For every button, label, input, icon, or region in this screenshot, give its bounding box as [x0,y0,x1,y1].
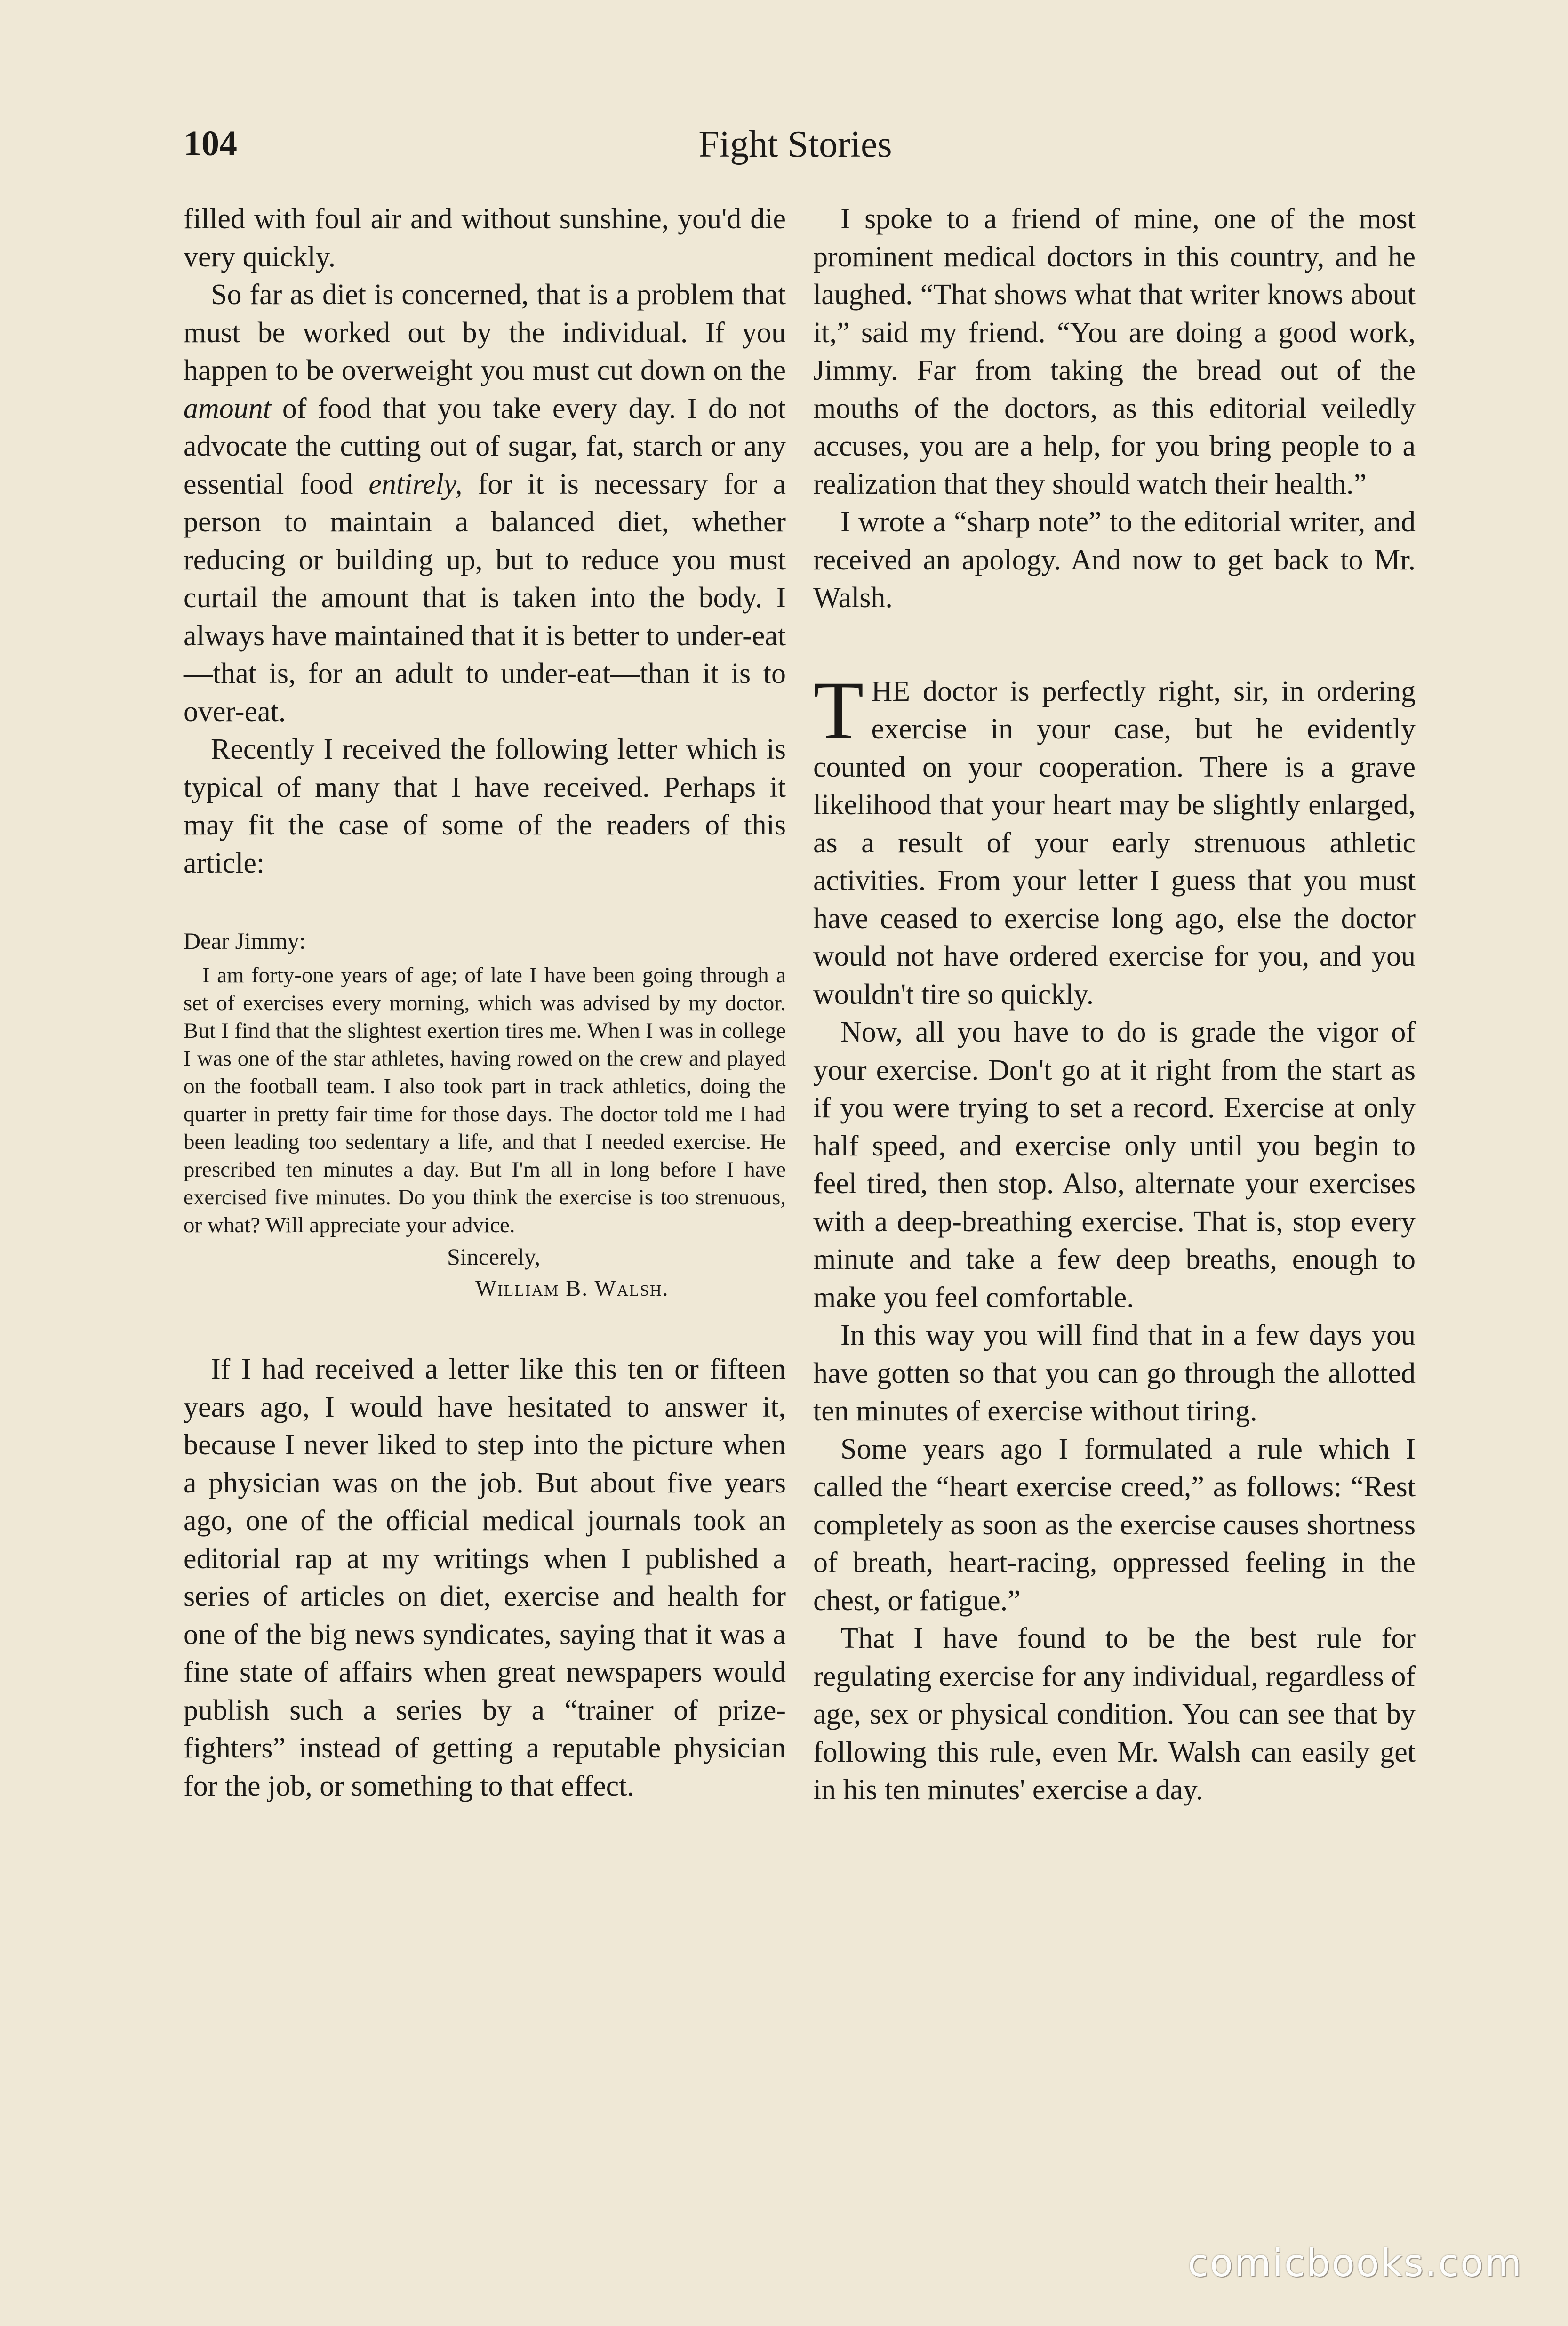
emphasis-entirely: entirely, [368,468,463,500]
paragraph: filled with foul air and without sunshine, you'd die very quickly. [184,203,786,273]
paragraph: Now, all you have to do is grade the vigor of your exercise. Don't go at it right from the start as if you were trying to set a record. Exercise at only half speed, and exercise only until you begin to feel tired, then stop. Also, alternate your exercises with a deep-breathing exercise. That is, stop every minute and take a few deep breaths, enough to make you feel comfortable. [813,1016,1416,1314]
text-run: for it is necessary for a person to maintain a balanced diet, whether reducing or building up, but to reduce you must curtail the amount that is taken into the body. I always have maintained that it is better to under-eat—that is, for an adult to under-eat—than it is to over-eat. [184,468,786,728]
text-run: HE doctor is perfectly right, sir, in ordering exercise in your case, but he evidently counted on your cooperation. There is a grave likelihood that your heart may be slightly enlarged, as a result of your early strenuous athletic activities. From your letter I guess that you must have ceased to exercise long ago, else the doctor would not have ordered exercise for you, and you wouldn't tire so quickly. [813,675,1416,1011]
drop-cap: T [813,664,864,756]
left-column [184,200,786,1805]
letter-signoff: Sincerely, [447,1243,541,1270]
emphasis-amount: amount [184,392,271,425]
reader-letter [184,927,786,1303]
text-run: So far as diet is concerned, that is a problem that must be worked out by the individual. If you happen to be overweight you must cut down on the [184,279,786,386]
paragraph-diet [184,276,786,730]
letter-greeting: Dear Jimmy: [184,928,306,954]
paragraph-dropcap [813,664,1416,1014]
page-header [174,123,1416,175]
letter-body: I am forty-one years of age; of late I have been going through a set of exercises every morning, which was advised by my doctor. But I find that the slightest exertion tires me. When I was in college I was one of the star athletes, having rowed on the crew and played on the football team. I also took part in track athletics, doing the quarter in pretty fair time for those days. The doctor told me I had been leading too sedentary a life, and that I needed exercise. He prescribed ten minutes a day. But I'm all in long before I have exercised five minutes. Do you think the exercise is too strenuous, or what? Will appreciate your advice. [184,963,786,1237]
paragraph: Some years ago I formulated a rule which I called the “heart exercise creed,” as follows: “Rest completely as soon as the exercise causes shortness of breath, heart-racing, oppressed feeling in the chest, or fatigue.” [813,1433,1416,1617]
watermark: comicbooks.com [1187,2241,1523,2285]
paragraph: That I have found to be the best rule for regulating exercise for any individual, regardless of age, sex or physical condition. You can see that by following this rule, even Mr. Walsh can easily get in his ten minutes' exercise a day. [813,1622,1416,1806]
paragraph: Recently I received the following letter which is typical of many that I have received. Perhaps it may fit the case of some of the readers of this article: [184,733,786,879]
running-title: Fight Stories [698,124,892,165]
letter-signature: William B. Walsh. [475,1276,669,1301]
text-run: of food that you take every day. I do not advocate the cutting out of sugar, fat, starch or any essential food [184,392,786,500]
paragraph: I wrote a “sharp note” to the editorial writer, and received an apology. And now to get back to Mr. Walsh. [813,506,1416,614]
page-number: 104 [184,124,237,163]
paragraph: In this way you will find that in a few days you have gotten so that you can go through the allotted ten minutes of exercise without tiring. [813,1319,1416,1427]
paragraph: I spoke to a friend of mine, one of the most prominent medical doctors in this country, and he laughed. “That shows what that writer knows about it,” said my friend. “You are doing a good work, Jimmy. Far from taking the bread out of the mouths of the doctors, as this editorial veiledly accuses, you are a help, for you bring people to a realization that they should watch their health.” [813,203,1416,500]
right-column [813,200,1416,1809]
paragraph: If I had received a letter like this ten or fifteen years ago, I would have hesitated to answer it, because I never liked to step into the picture when a physician was on the job. But about five years ago, one of the official medical journals took an editorial rap at my writings when I published a series of articles on diet, exercise and health for one of the big news syndicates, saying that it was a fine state of affairs when great newspapers would publish such a series by a “trainer of prize-fighters” instead of getting a reputable physician for the job, or something to that effect. [184,1353,786,1802]
